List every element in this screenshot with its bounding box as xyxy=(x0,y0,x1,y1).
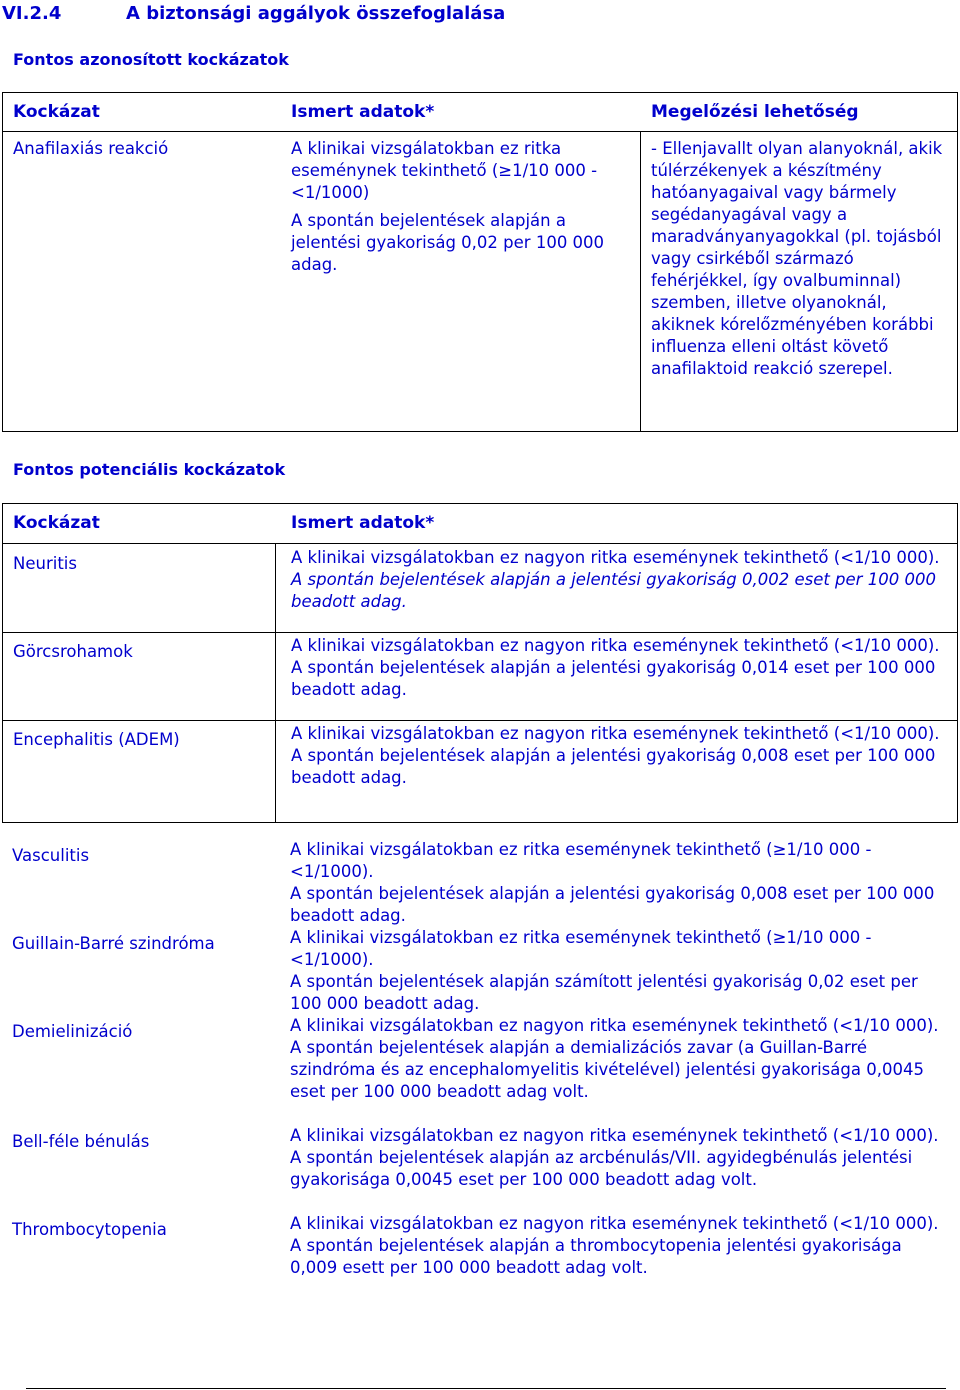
row-divider xyxy=(3,720,957,721)
known-data-line: A spontán bejelentések alapján számított jelentési gyakoriság 0,02 eset per 100 000 beadott adag. xyxy=(290,972,918,1013)
risk-cell: Guillain-Barré szindróma xyxy=(12,934,215,953)
column-divider xyxy=(640,131,641,431)
section-title: A biztonsági aggályok összefoglalása xyxy=(126,3,506,24)
known-data-cell xyxy=(290,1125,940,1191)
known-data-cell xyxy=(291,547,941,613)
known-data-line: A spontán bejelentések alapján az arcbénulás/VII. agyidegbénulás jelentési gyakorisága 0,0045 eset per 100 000 beadott adag volt. xyxy=(290,1148,913,1189)
table-header xyxy=(3,93,957,132)
known-data-paragraph: A klinikai vizsgálatokban ez ritka eseménynek tekinthető (≥1/10 000 - <1/1000) xyxy=(291,139,598,202)
identified-risks-table xyxy=(2,92,958,432)
known-data-cell xyxy=(290,839,940,927)
known-data-line: A klinikai vizsgálatokban ez nagyon ritka eseménynek tekinthető (<1/10 000). xyxy=(291,636,940,655)
known-data-cell xyxy=(290,1015,940,1103)
known-data-line: A spontán bejelentések alapján a jelentési gyakoriság 0,008 eset per 100 000 beadott adag. xyxy=(291,746,936,787)
known-data-cell xyxy=(291,635,941,701)
known-data-line: A klinikai vizsgálatokban ez ritka eseménynek tekinthető (≥1/10 000 - <1/1000). xyxy=(290,928,872,969)
risk-cell: Thrombocytopenia xyxy=(12,1220,167,1239)
risk-cell: Neuritis xyxy=(13,554,77,573)
known-data-line: A klinikai vizsgálatokban ez nagyon ritka eseménynek tekinthető (<1/10 000). xyxy=(291,724,940,743)
known-data-line: A spontán bejelentések alapján a jelentési gyakoriság 0,014 eset per 100 000 beadott adag. xyxy=(291,658,936,699)
known-data-line: A klinikai vizsgálatokban ez nagyon ritka eseménynek tekinthető (<1/10 000). xyxy=(290,1016,939,1035)
potential-risks-title: Fontos potenciális kockázatok xyxy=(13,460,286,479)
identified-risks-title: Fontos azonosított kockázatok xyxy=(13,50,289,69)
known-data-line: A spontán bejelentések alapján a jelentési gyakoriság 0,002 eset per 100 000 beadott adag. xyxy=(291,570,936,611)
known-data-line: A klinikai vizsgálatokban ez ritka eseménynek tekinthető (≥1/10 000 - <1/1000). xyxy=(290,840,872,881)
footer-rule xyxy=(26,1388,946,1389)
header-prevention: Megelőzési lehetőség xyxy=(651,102,859,122)
known-data-line: A spontán bejelentések alapján a thrombocytopenia jelentési gyakorisága 0,009 esett per 100 000 beadott adag volt. xyxy=(290,1236,902,1277)
table-header xyxy=(3,504,957,544)
known-data-line: A spontán bejelentések alapján a jelentési gyakoriság 0,008 eset per 100 000 beadott adag. xyxy=(290,884,935,925)
risk-cell: Vasculitis xyxy=(12,846,90,865)
header-risk: Kockázat xyxy=(13,102,100,122)
section-number: VI.2.4 xyxy=(2,3,62,24)
prevention-cell: - Ellenjavallt olyan alanyoknál, akik túlérzékenyek a készítmény hatóanyagaival vagy bármely segédanyagával vagy a maradványanyagokkal (pl. tojásból vagy csirkéből származó fehérjékkel, így ovalbuminnal) szemben, illetve olyanoknál, akiknek kórelőzményében korábbi influenza elleni oltást követő anafilaktoid reakció szerepel. xyxy=(651,139,943,378)
column-divider xyxy=(275,543,276,822)
section-heading xyxy=(0,0,960,26)
header-risk: Kockázat xyxy=(13,513,100,533)
header-known-data: Ismert adatok* xyxy=(291,513,435,533)
known-data-cell xyxy=(291,723,941,789)
known-data-line: A klinikai vizsgálatokban ez nagyon ritka eseménynek tekinthető (<1/10 000). xyxy=(291,548,940,567)
risk-cell: Görcsrohamok xyxy=(13,642,133,661)
known-data-cell xyxy=(291,138,611,282)
known-data-cell xyxy=(290,927,940,1015)
risk-cell: Anafilaxiás reakció xyxy=(13,139,169,158)
known-data-cell xyxy=(290,1213,940,1279)
risk-cell: Encephalitis (ADEM) xyxy=(13,730,180,749)
known-data-line: A spontán bejelentések alapján a demializációs zavar (a Guillan-Barré szindróma és az encephalomyelitis kivételével) jelentési gyakorisága 0,0045 eset per 100 000 beadott adag volt. xyxy=(290,1038,924,1101)
known-data-line: A klinikai vizsgálatokban ez nagyon ritka eseménynek tekinthető (<1/10 000). xyxy=(290,1214,939,1233)
risk-cell: Demielinizáció xyxy=(12,1022,133,1041)
known-data-paragraph: A spontán bejelentések alapján a jelentési gyakoriság 0,02 per 100 000 adag. xyxy=(291,211,605,274)
potential-risks-table xyxy=(2,503,958,823)
row-divider xyxy=(3,632,957,633)
header-known-data: Ismert adatok* xyxy=(291,102,435,122)
known-data-line: A klinikai vizsgálatokban ez nagyon ritka eseménynek tekinthető (<1/10 000). xyxy=(290,1126,939,1145)
risk-cell: Bell-féle bénulás xyxy=(12,1132,150,1151)
